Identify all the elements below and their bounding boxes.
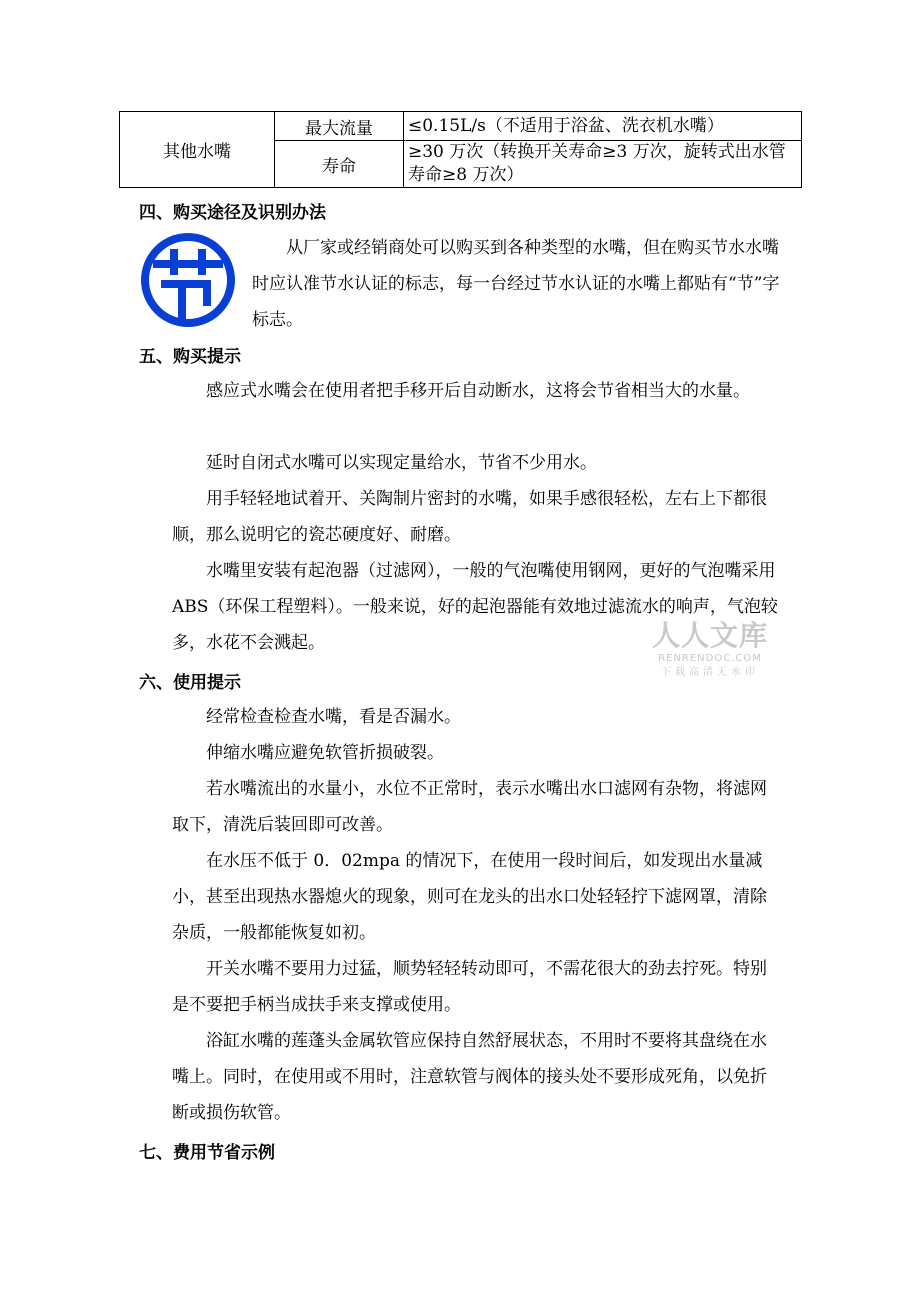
watermark-tagline: 下载高清无水印 xyxy=(661,667,759,678)
category-cell: 其他水嘴 xyxy=(120,112,275,188)
paragraph: 浴缸水嘴的莲蓬头金属软管应保持自然舒展状态，不用时不要将其盘绕在水嘴上。同时，在使用或不用时，注意软管与阀体的接头处不要形成死角，以免折断或损伤软管。 xyxy=(172,1031,767,1123)
water-saving-logo xyxy=(141,233,235,327)
paragraph: 若水嘴流出的水量小，水位不正常时，表示水嘴出水口滤网有杂物，将滤网取下，清洗后装回即可改善。 xyxy=(172,779,767,835)
value-cell: ≤0.15L/s（不适用于浴盆、洗衣机水嘴） xyxy=(404,112,802,141)
paragraph: 开关水嘴不要用力过猛，顺势轻轻转动即可，不需花很大的劲去拧死。特别是不要把手柄当成扶手来支撑或使用。 xyxy=(172,959,767,1015)
section-heading-7: 七、费用节省示例 xyxy=(139,1143,275,1163)
paragraph: 延时自闭式水嘴可以实现定量给水，节省不少用水。 xyxy=(206,453,597,473)
paragraph: 用手轻轻地试着开、关陶制片密封的水嘴，如果手感很轻松，左右上下都很顺，那么说明它的瓷芯硬度好、耐磨。 xyxy=(172,489,767,545)
paragraph: 在水压不低于 0．02mpa 的情况下，在使用一段时间后，如发现出水量减小，甚至出现热水器熄火的现象，则可在龙头的出水口处轻轻拧下滤网罩，清除杂质，一般都能恢复如初。 xyxy=(172,851,767,943)
water-saving-logo-icon xyxy=(141,233,235,327)
watermark-title: 人人文库 xyxy=(651,619,768,652)
table-row xyxy=(120,112,802,141)
paragraph: 经常检查检查水嘴，看是否漏水。 xyxy=(206,707,461,727)
watermark xyxy=(648,620,772,680)
section-heading-6: 六、使用提示 xyxy=(139,673,241,693)
watermark-domain: RENRENDOC.COM xyxy=(658,653,762,664)
value-cell: ≥30 万次（转换开关寿命≥3 万次，旋转式出水管寿命≥8 万次） xyxy=(404,141,802,188)
item-cell: 最大流量 xyxy=(275,112,404,141)
paragraph: 感应式水嘴会在使用者把手移开后自动断水，这将会节省相当大的水量。 xyxy=(206,381,750,401)
spec-table xyxy=(119,111,802,188)
paragraph: 伸缩水嘴应避免软管折损破裂。 xyxy=(206,743,444,763)
section-heading-4: 四、购买途径及识别办法 xyxy=(139,203,326,223)
section4-text: 从厂家或经销商处可以购买到各种类型的水嘴，但在购买节水水嘴时应认准节水认证的标志，每一台经过节水认证的水嘴上都贴有“节”字标志。 xyxy=(252,238,780,330)
item-cell: 寿命 xyxy=(275,141,404,188)
section-heading-5: 五、购买提示 xyxy=(139,347,241,367)
paragraph: 水嘴里安装有起泡器（过滤网），一般的气泡嘴使用钢网，更好的气泡嘴采用 ABS（环保工程塑料）。一般来说，好的起泡器能有效地过滤流水的响声，气泡较多，水花不会溅起。 xyxy=(172,561,778,653)
